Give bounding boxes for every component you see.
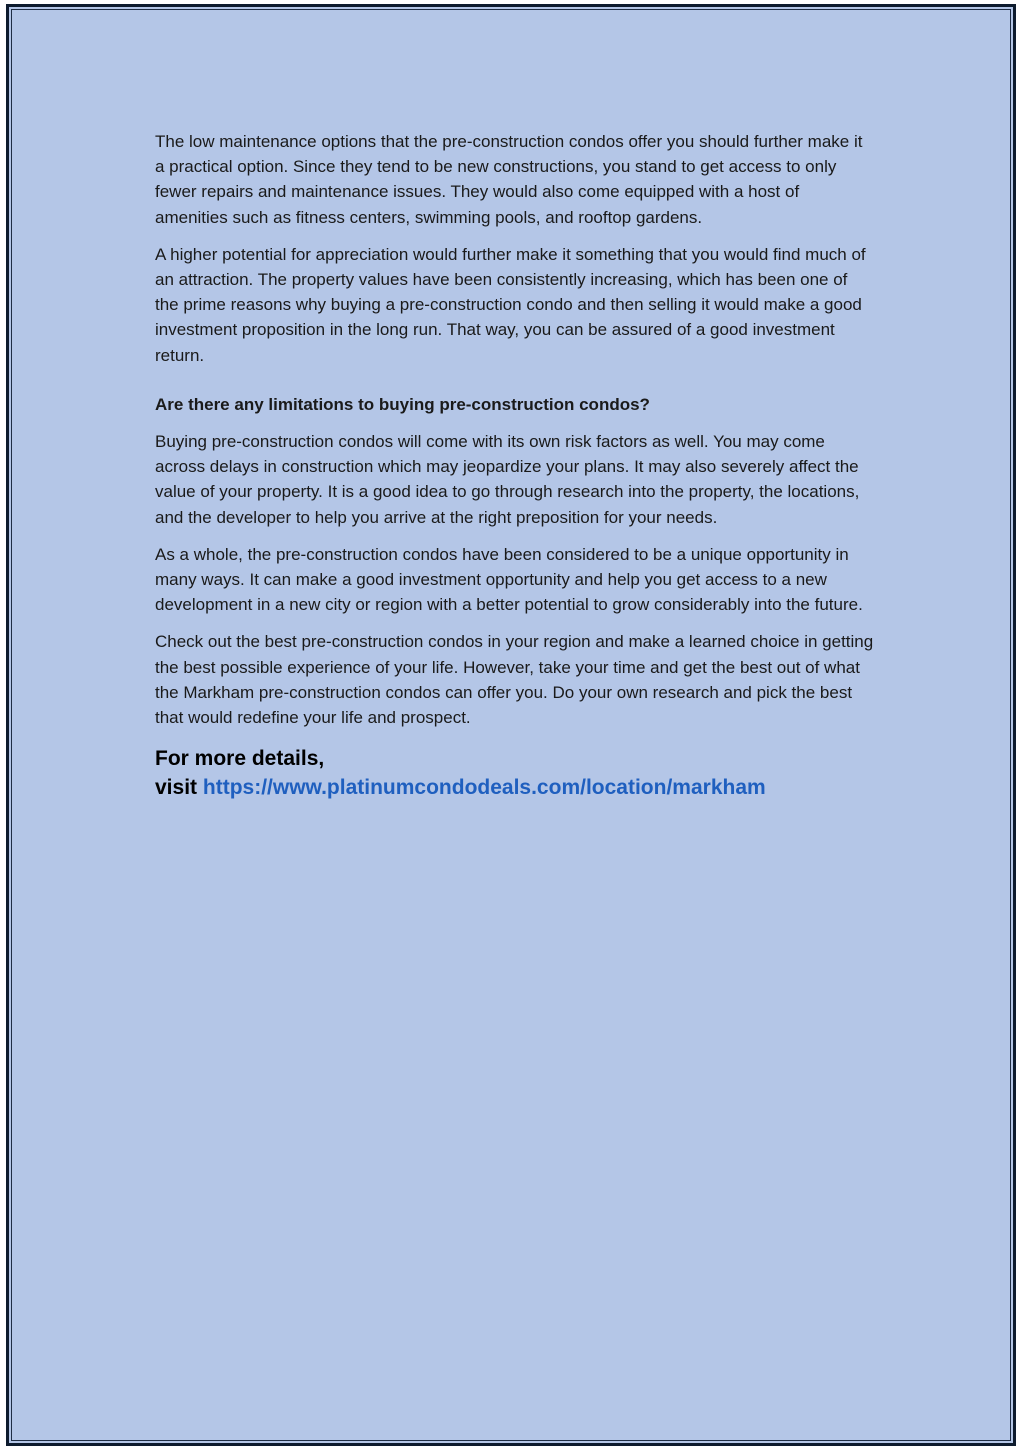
paragraph-appreciation: A higher potential for appreciation would further make it something that you would find much of an attraction. The property values have been consistently increasing, which has been one of the prime reasons why buying a pre-construction condo and then selling it would make a good investment proposition in the long run. That way, you can be assured of a good investment return. — [155, 244, 866, 365]
visit-label: visit — [155, 776, 198, 800]
markham-link[interactable]: https://www.platinumcondodeals.com/location/markham — [202, 776, 766, 800]
paragraph-maintenance: The low maintenance options that the pre-construction condos offer you should further make it a practical option. Since they tend to be new constructions, you stand to get access to only fewer repairs and maintenance issues. They would also come equipped with a host of amenities such as fitness centers, swimming pools, and rooftop gardens. — [155, 132, 863, 227]
document-page — [6, 4, 1016, 1446]
more-details-label: For more details, — [155, 747, 325, 771]
section-heading-limitations: Are there any limitations to buying pre-construction condos? — [155, 394, 650, 414]
visit-line — [155, 773, 875, 802]
paragraph-opportunity: As a whole, the pre-construction condos have been considered to be a unique opportunity in many ways. It can make a good investment opportunity and help you get access to a new development in a new city or region with a better potential to grow considerably into the future. — [155, 544, 863, 615]
paragraph-check-out: Check out the best pre-construction condos in your region and make a learned choice in getting the best possible experience of your life. However, take your time and get the best out of what the Markham pre-construction condos can offer you. Do your own research and pick the best that would redefine your life and prospect. — [155, 632, 874, 728]
more-details-block — [155, 744, 875, 802]
paragraph-risks: Buying pre-construction condos will come with its own risk factors as well. You may come across delays in construction which may jeopardize your plans. It may also severely affect the value of your property. It is a good idea to go through research into the property, the locations, and the developer to help you arrive at the right preposition for your needs. — [155, 432, 860, 527]
document-body — [155, 129, 875, 802]
